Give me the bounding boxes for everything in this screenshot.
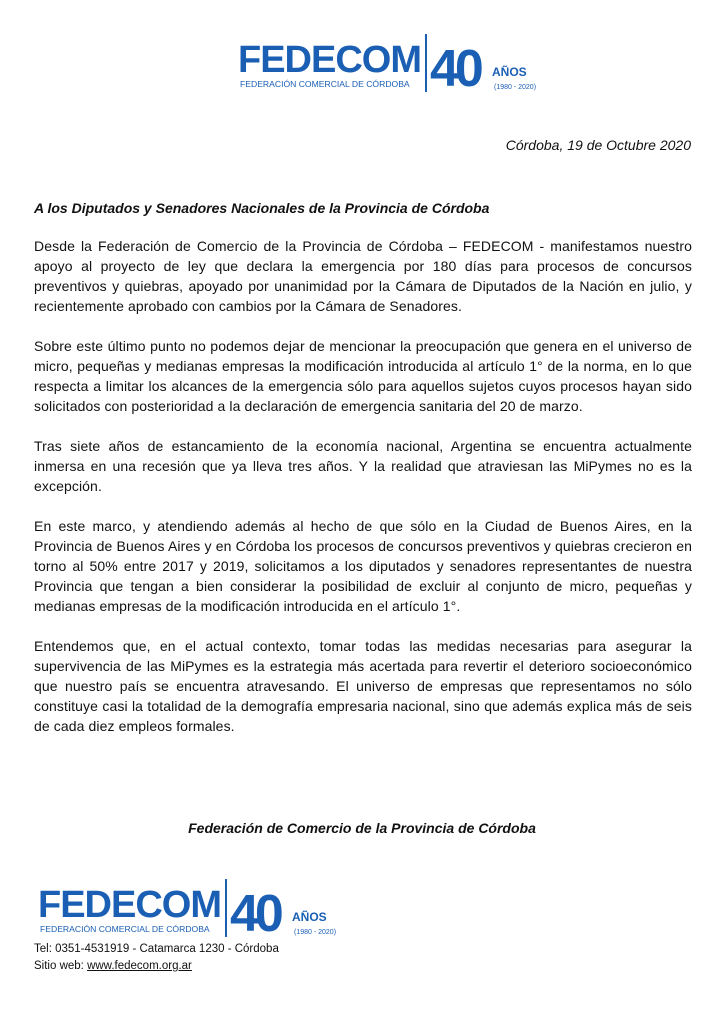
footer-contact [34, 941, 279, 975]
letter-paragraph: Sobre este último punto no podemos dejar de mencionar la preocupación que genera en el universo de micro, pequeñas y medianas empresas la modificación introducida al artículo 1° de la norma, en lo que respecta a limitar los alcances de la emergencia sólo para aquellos sujetos cuyos procesos hayan sido solicitados con posterioridad a la declaración de emergencia sanitaria del 20 de marzo. [34, 338, 692, 414]
logo-anniversary-number: 40 [230, 885, 280, 943]
letter-paragraph: Desde la Federación de Comercio de la Provincia de Córdoba – FEDECOM - manifestamos nuestro apoyo al proyecto de ley que declara la emergencia por 180 días para procesos de concursos preventivos y quiebras, apoyado por unanimidad por la Cámara de Diputados de la Nación en julio, y recientemente aprobado con cambios por la Cámara de Senadores. [34, 238, 692, 314]
letter-date: Córdoba, 19 de Octubre 2020 [505, 137, 691, 153]
fedecom-logo-footer [36, 875, 346, 945]
letter-signature: Federación de Comercio de la Provincia de Córdoba [188, 820, 536, 836]
logo-brand-text: FEDECOM [238, 39, 421, 81]
logo-anniversary-years: (1980 - 2020) [494, 84, 537, 91]
logo-anniversary-word: AÑOS [292, 910, 327, 924]
fedecom-logo-header [236, 30, 546, 100]
letter-addressee: A los Diputados y Senadores Nacionales de la Provincia de Córdoba [34, 200, 490, 216]
logo-brand-text: FEDECOM [38, 884, 221, 926]
letter-paragraph: Tras siete años de estancamiento de la economía nacional, Argentina se encuentra actualmente inmersa en una recesión que ya lleva tres años. Y la realidad que atraviesan las MiPymes no es la excepción. [34, 438, 692, 494]
letter-body [34, 236, 692, 756]
footer-website-label: Sitio web: [34, 960, 88, 972]
footer-contact-line: Tel: 0351-4531919 - Catamarca 1230 - Córdoba [34, 943, 279, 955]
logo-anniversary-word: AÑOS [492, 65, 527, 79]
logo-subtitle-text: FEDERACIÓN COMERCIAL DE CÓRDOBA [40, 924, 210, 934]
logo-anniversary-years: (1980 - 2020) [294, 929, 337, 936]
letter-paragraph: Entendemos que, en el actual contexto, tomar todas las medidas necesarias para asegurar la supervivencia de las MiPymes es la estrategia más acertada para revertir el deterioro socioeconómico que nuestro país se encuentra atravesando. El universo de empresas que representamos no sólo constituye casi la totalidad de la demografía empresaria nacional, sino que además explica más de seis de cada diez empleos formales. [34, 638, 692, 734]
footer-website-link[interactable]: www.fedecom.org.ar [87, 960, 192, 972]
letter-paragraph: En este marco, y atendiendo además al hecho de que sólo en la Ciudad de Buenos Aires, en la Provincia de Buenos Aires y en Córdoba los procesos de concursos preventivos y quiebras crecieron en torno al 50% entre 2017 y 2019, solicitamos a los diputados y senadores representantes de nuestra Provincia que tengan a bien considerar la posibilidad de excluir al conjunto de micro, pequeñas y medianas empresas de la modificación introducida en el artículo 1°. [34, 518, 692, 614]
logo-anniversary-number: 40 [430, 40, 480, 98]
logo-subtitle-text: FEDERACIÓN COMERCIAL DE CÓRDOBA [240, 79, 410, 89]
footer-website-row [34, 958, 279, 975]
